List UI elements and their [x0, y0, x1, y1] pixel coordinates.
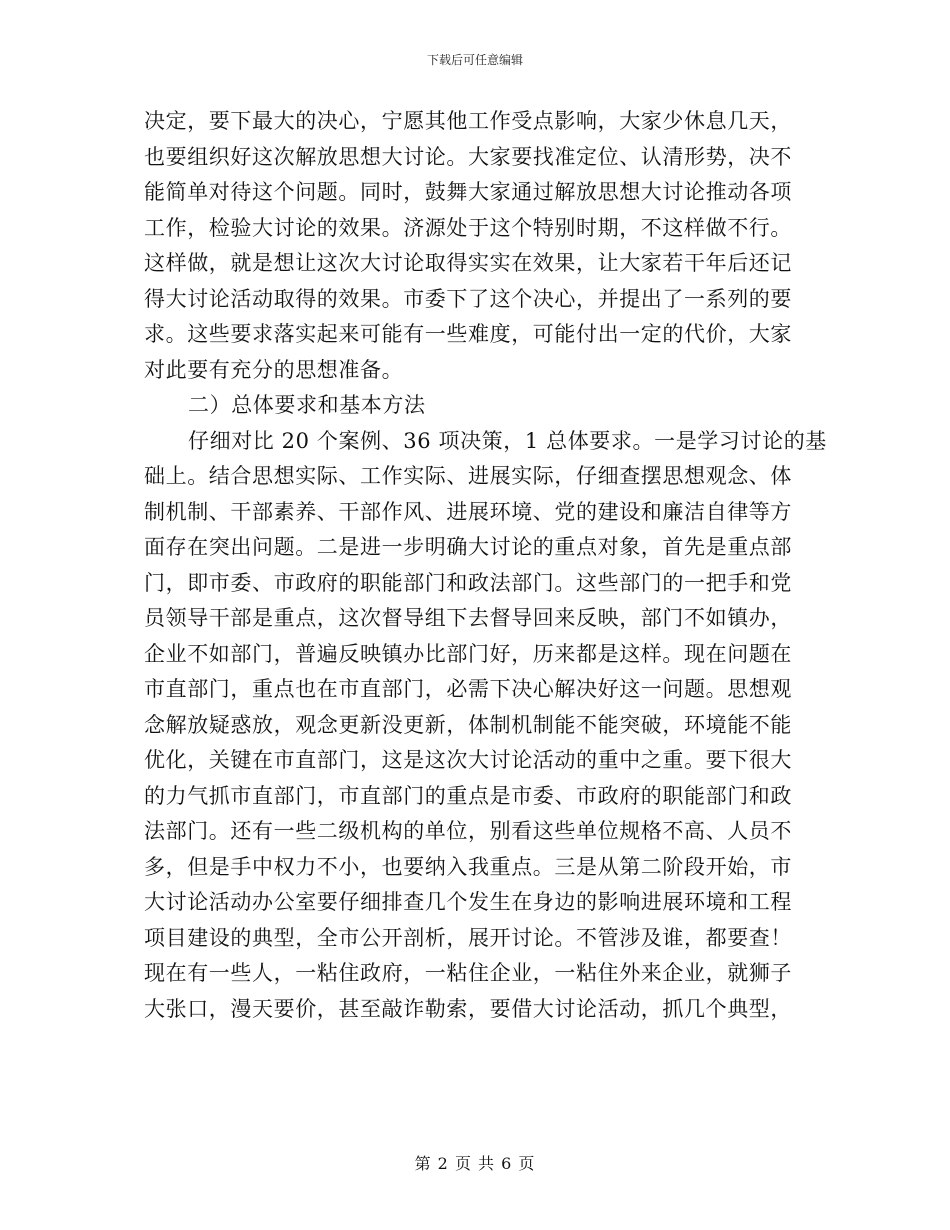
- text-line: 优化，关键在市直部门，这是这次大讨论活动的重中之重。要下很大: [144, 748, 792, 772]
- page-number-footer: 第 2 页 共 6 页: [414, 1154, 536, 1173]
- text-line: 础上。结合思想实际、工作实际、进展实际，仔细查摆思想观念、体: [144, 464, 792, 488]
- text-line: 现在有一些人，一粘住政府，一粘住企业，一粘住外来企业，就狮子: [144, 961, 792, 985]
- text-line: 得大讨论活动取得的效果。市委下了这个决心，并提出了一系列的要: [144, 286, 792, 311]
- text-line: 能简单对待这个问题。同时，鼓舞大家通过解放思想大讨论推动各项: [144, 180, 792, 204]
- text-line: 门，即市委、市政府的职能部门和政法部门。这些部门的一把手和党: [144, 570, 792, 595]
- body-text: [144, 104, 827, 1027]
- text-line: 员领导干部是重点，这次督导组下去督导回来反映，部门不如镇办，: [144, 606, 792, 630]
- text-line: 的力气抓市直部门，市直部门的重点是市委、市政府的职能部门和政: [144, 783, 792, 808]
- text-line: 多，但是手中权力不小，也要纳入我重点。三是从第二阶段开始，市: [144, 854, 792, 879]
- text-line: 对此要有充分的思想准备。: [144, 357, 404, 382]
- text-line: 面存在突出问题。二是进一步明确大讨论的重点对象，首先是重点部: [144, 535, 792, 559]
- text-line: 仔细对比 20 个案例、36 项决策，1 总体要求。一是学习讨论的基: [188, 428, 827, 453]
- text-line: 法部门。还有一些二级机构的单位，别看这些单位规格不高、人员不: [144, 819, 792, 843]
- page-header: 下载后可任意编辑: [426, 53, 523, 67]
- text-line: 项目建设的典型，全市公开剖析，展开讨论。不管涉及谁，都要查！: [144, 925, 792, 950]
- text-line: 大讨论活动办公室要仔细排查几个发生在身边的影响进展环境和工程: [144, 890, 792, 914]
- text-line: 也要组织好这次解放思想大讨论。大家要找准定位、认清形势，决不: [144, 144, 792, 169]
- text-line: 这样做，就是想让这次大讨论取得实实在效果，让大家若干年后还记: [144, 251, 792, 275]
- text-line: 大张口，漫天要价，甚至敲诈勒索，要借大讨论活动，抓几个典型，: [144, 996, 792, 1021]
- text-line: 工作，检验大讨论的效果。济源处于这个特别时期，不这样做不行。: [144, 215, 792, 240]
- text-line: 求。这些要求落实起来可能有一些难度，可能付出一定的代价，大家: [144, 322, 792, 346]
- text-line: 市直部门，重点也在市直部门，必需下决心解决好这一问题。思想观: [144, 677, 792, 701]
- text-line: 念解放疑惑放，观念更新没更新，体制机制能不能突破，环境能不能: [144, 712, 792, 737]
- text-line: 决定，要下最大的决心，宁愿其他工作受点影响，大家少休息几天，: [144, 109, 792, 133]
- text-line: 制机制、干部素养、干部作风、进展环境、党的建设和廉洁自律等方: [144, 499, 792, 524]
- section-heading: 二）总体要求和基本方法: [188, 393, 426, 417]
- text-line: 企业不如部门，普遍反映镇办比部门好，历来都是这样。现在问题在: [144, 641, 792, 666]
